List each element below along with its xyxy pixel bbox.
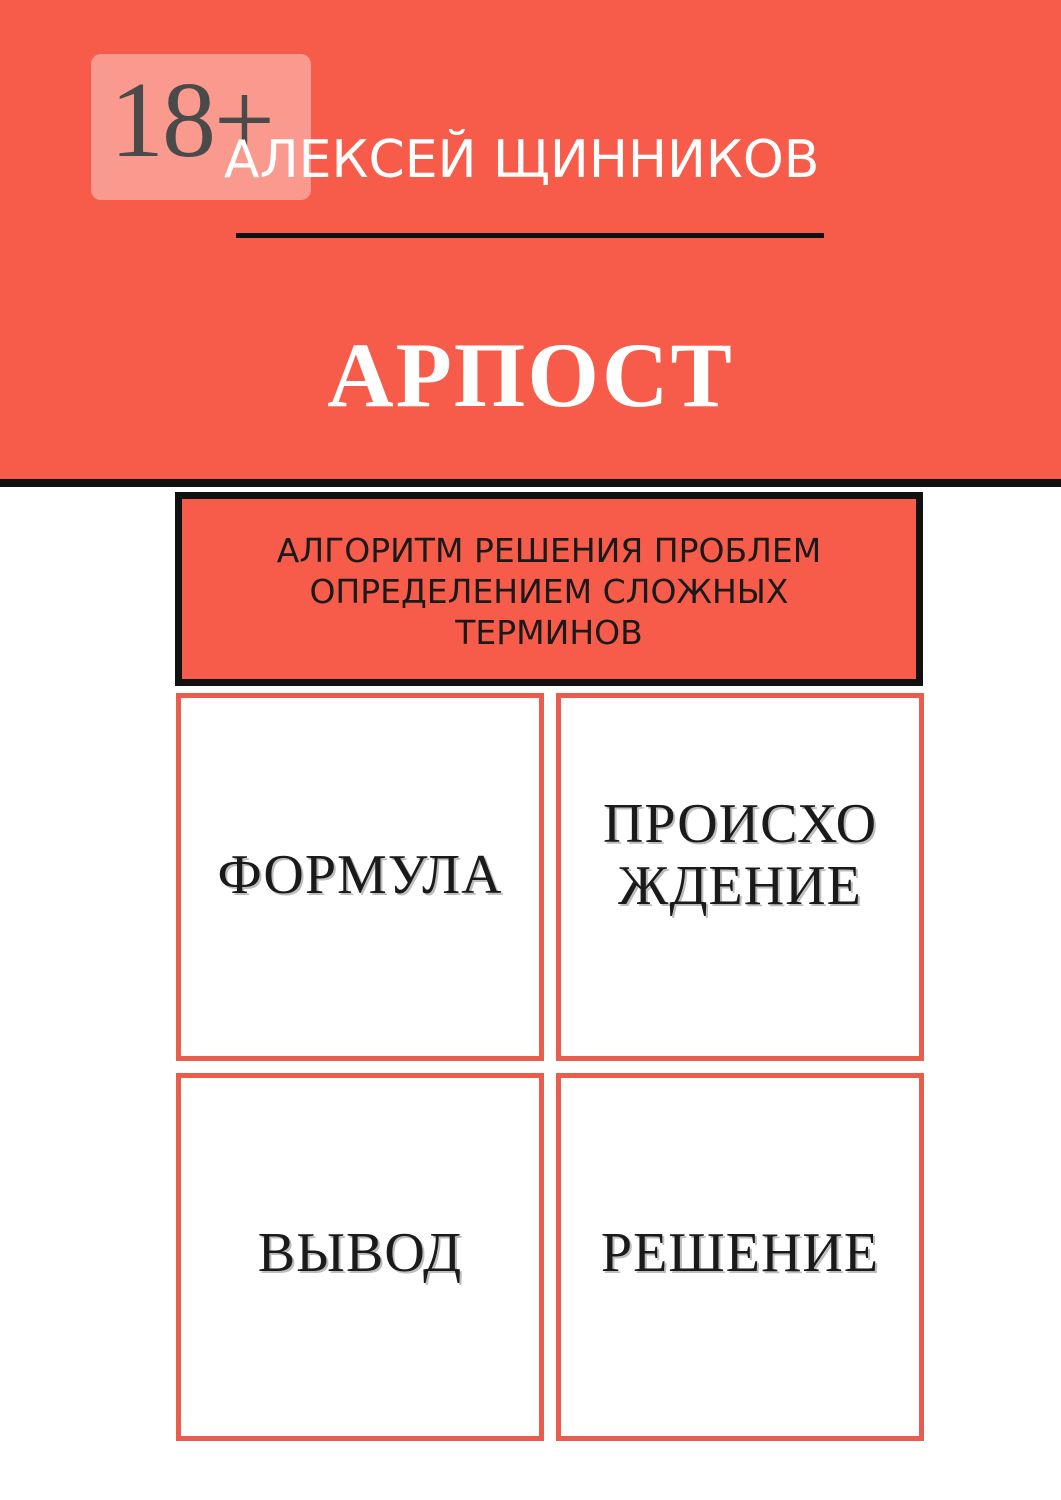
header-band xyxy=(0,0,1061,487)
book-title: АРПОСТ xyxy=(327,324,734,426)
author-name: АЛЕКСЕЙ ЩИННИКОВ xyxy=(224,130,820,190)
divider-line xyxy=(236,233,824,238)
subtitle-box xyxy=(175,492,923,686)
term-card-label: ВЫВОД xyxy=(257,1222,463,1284)
term-card-label: РЕШЕНИЕ xyxy=(600,1222,880,1284)
age-rating-label: 18+ xyxy=(110,61,273,180)
term-card-solution xyxy=(556,1073,924,1441)
term-card-conclusion xyxy=(176,1073,544,1441)
book-subtitle: АЛГОРИТМ РЕШЕНИЯ ПРОБЛЕМ ОПРЕДЕЛЕНИЕМ СЛОЖНЫХ ТЕРМИНОВ xyxy=(276,530,822,652)
term-card-origin xyxy=(556,693,924,1061)
term-card-label: ПРОИСХОЖДЕНИЕ xyxy=(602,793,878,917)
term-card-label: ФОРМУЛА xyxy=(217,844,503,906)
term-card-formula xyxy=(176,693,544,1061)
